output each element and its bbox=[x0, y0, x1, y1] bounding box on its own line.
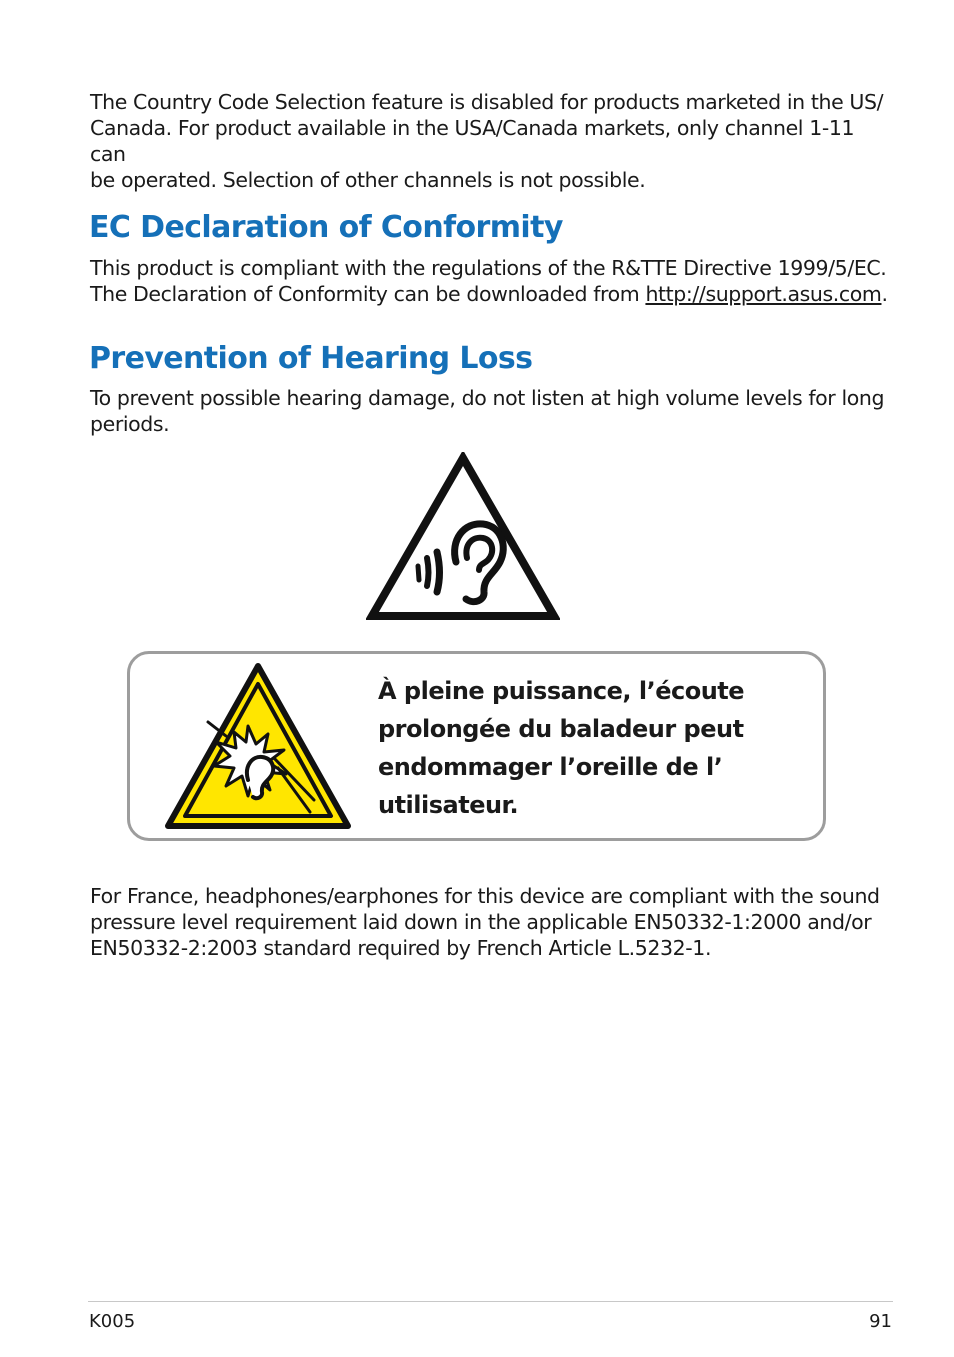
footer-model-name: K005 bbox=[89, 1311, 136, 1332]
intro-paragraph bbox=[90, 89, 890, 193]
warning-line: utilisateur. bbox=[378, 791, 519, 819]
footer-divider bbox=[88, 1301, 893, 1302]
france-line: EN50332-2:2003 standard required by French Article L.5232-1. bbox=[90, 936, 712, 960]
ec-line-prefix: The Declaration of Conformity can be downloaded from bbox=[90, 282, 646, 306]
france-line: pressure level requirement laid down in the applicable EN50332-1:2000 and/or bbox=[90, 910, 872, 934]
hearing-line: periods. bbox=[90, 412, 170, 436]
loud-noise-warning-icon bbox=[164, 662, 352, 832]
hearing-protection-icon bbox=[366, 452, 560, 622]
page-number: 91 bbox=[869, 1311, 892, 1332]
hearing-heading: Prevention of Hearing Loss bbox=[89, 341, 533, 376]
warning-box bbox=[127, 651, 826, 841]
warning-message bbox=[378, 672, 798, 824]
france-line: For France, headphones/earphones for this device are compliant with the sound bbox=[90, 884, 880, 908]
ec-heading: EC Declaration of Conformity bbox=[89, 210, 563, 245]
warning-line: prolongée du baladeur peut bbox=[378, 715, 744, 743]
support-link[interactable]: http://support.asus.com bbox=[645, 282, 882, 306]
hearing-paragraph bbox=[90, 385, 890, 437]
warning-line: À pleine puissance, l’écoute bbox=[378, 677, 745, 705]
intro-line: Canada. For product available in the USA/Canada markets, only channel 1-11 can bbox=[90, 116, 855, 166]
france-paragraph bbox=[90, 883, 890, 961]
intro-line: The Country Code Selection feature is disabled for products marketed in the US/ bbox=[90, 90, 884, 114]
ec-line-suffix: . bbox=[881, 282, 888, 306]
hearing-line: To prevent possible hearing damage, do not listen at high volume levels for long bbox=[90, 386, 885, 410]
intro-line: be operated. Selection of other channels is not possible. bbox=[90, 168, 646, 192]
warning-line: endommager l’oreille de l’ bbox=[378, 753, 723, 781]
ec-line: This product is compliant with the regulations of the R&TTE Directive 1999/5/EC. bbox=[90, 256, 887, 280]
ec-paragraph bbox=[90, 255, 890, 307]
